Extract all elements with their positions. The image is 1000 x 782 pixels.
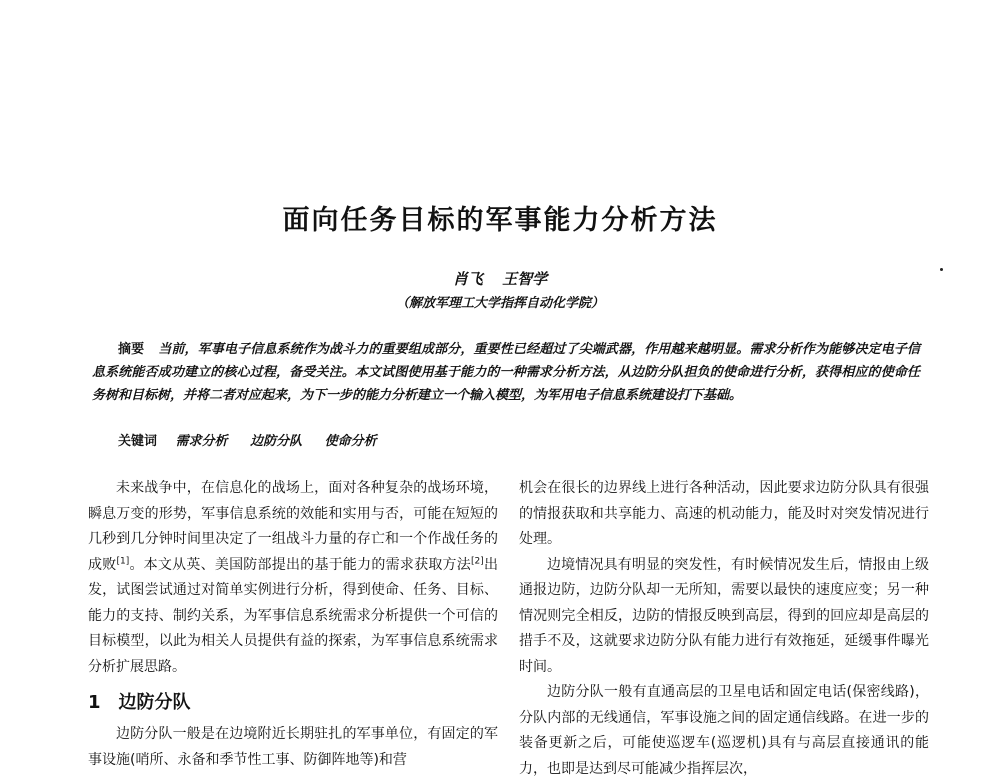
right-column <box>519 476 929 782</box>
intro-text: 出发，试图尝试通过对简单实例进行分析，得到使命、任务、目标、能力的支持、制约关系，为军事信息系统需求分析提供一个可信的目标模型，以此为相关人员提供有益的探索，为军事信息系统需求分析扩展思路。 <box>88 556 499 675</box>
author-name: 王智学 <box>502 270 548 288</box>
keywords-label: 关键词 <box>118 434 158 449</box>
left-column <box>88 476 498 773</box>
affiliation: （解放军理工大学指挥自动化学院） <box>395 296 604 311</box>
keyword: 需求分析 <box>175 434 228 449</box>
reference-mark: [1] <box>116 555 130 566</box>
paper-title: 面向任务目标的军事能力分析方法 <box>282 205 718 236</box>
reference-mark: [2] <box>471 555 484 566</box>
abstract-label: 摘要 <box>118 342 145 357</box>
section-heading <box>88 690 498 716</box>
section-number: 1 <box>88 692 101 713</box>
keywords <box>118 431 395 453</box>
abstract-text: 当前，军事电子信息系统作为战斗力的重要组成部分，重要性已经超过了尖端武器，作用越来越明显。需求分析作为能够决定电子信息系统能否成功建立的核心过程，备受关注。本文试图使用基于能力的一种需求分析方法，从边防分队担负的使命进行分析，获得相应的使命任务树和目标树，并将二者对应起来，为下一步的能力分析建立一个输入模型，为军用电子信息系统建设打下基础。 <box>92 342 920 403</box>
intro-text: 。本文从英、美国防部提出的基于能力的需求获取方法 <box>129 556 472 573</box>
keyword: 边防分队 <box>250 434 303 449</box>
intro-text: 未来战争中，在信息化的战场上，面对各种复杂的战场环境，瞬息万变的形势，军事信息系统的效能和实用与否，可能在短短的几秒到几分钟时间里决定了一组战斗力量的存亡和一个作战任务的成败 <box>88 480 498 573</box>
section-paragraph: 边防分队一般是在边境附近长期驻扎的军事单位，有固定的军事设施(哨所、永备和季节性工事、防御阵地等)和营 <box>88 726 498 768</box>
intro-paragraph <box>88 476 498 680</box>
abstract <box>92 338 920 407</box>
body-paragraph: 边境情况具有明显的突发性，有时候情况发生后，情报由上级通报边防，边防分队却一无所知，需要以最快的速度应变；另一种情况则完全相反，边防的情报反映到高层，得到的回应却是高层的措手不及，这就要求边防分队有能力进行有效拖延，延缓事件曝光时间。 <box>519 556 929 675</box>
section-title: 边防分队 <box>118 692 191 713</box>
body-paragraph: 边防分队一般有直通高层的卫星电话和固定电话(保密线路)，分队内部的无线通信，军事设施之间的固定通信线路。在进一步的装备更新之后，可能使巡逻车(巡逻机)具有与高层直接通讯的能力，也即是达到尽可能减少指挥层次， <box>519 684 929 777</box>
author-list <box>0 268 1000 289</box>
author-name: 肖飞 <box>452 270 483 288</box>
body-paragraph: 机会在很长的边界线上进行各种活动，因此要求边防分队具有很强的情报获取和共享能力、高速的机动能力，能及时对突发情况进行处理。 <box>519 480 929 547</box>
keyword: 使命分析 <box>324 434 377 449</box>
